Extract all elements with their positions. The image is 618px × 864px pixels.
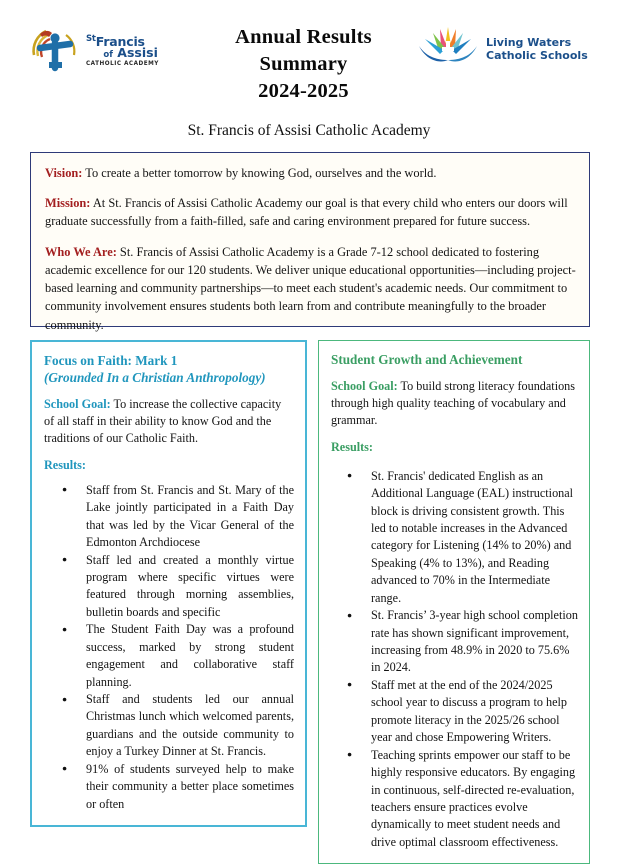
title-line-3: 2024-2025 <box>258 80 349 103</box>
list-item: ● Teaching sprints empower our staff to be highly responsive educators. By engaging in continuous, self-directed re-evaluation, teachers ensure practices evolve dynamically to meet student needs and drive optimal classroom effectiveness. <box>355 747 578 852</box>
right-school-goal-text: To build strong literacy foundations through high quality teaching of vocabulary and grammar. <box>331 379 576 427</box>
living-waters-logo-text <box>486 37 588 63</box>
st-francis-logo-text <box>86 34 159 68</box>
logo-line1-small: St <box>86 33 96 44</box>
st-francis-emblem-icon <box>30 22 82 79</box>
lw-line-1: Living Waters <box>486 35 572 49</box>
who-we-are-text: St. Francis of Assisi Catholic Academy is a Grade 7-12 school dedicated to fostering academic excellence for our 120 students. We deliver unique educational opportunities—including project-based learning and community partnerships—to meet each student's academic needs. Our commitment to community involvement ensures students both learn from and contribute meaningfully to the broader community. <box>45 244 576 332</box>
mission-label: Mission: <box>45 196 91 211</box>
st-francis-logo <box>30 14 190 79</box>
list-item: ● Staff led and created a monthly virtue program where specific virtues were featured through morning assemblies, bulletin boards and specific <box>70 552 294 622</box>
right-school-goal <box>331 378 578 428</box>
logo-line2-small: of <box>103 50 113 61</box>
vision-text: To create a better tomorrow by knowing God, ourselves and the world. <box>82 166 437 180</box>
document-title <box>190 14 417 105</box>
right-results-list <box>331 468 578 852</box>
left-school-goal-label: School Goal: <box>44 397 111 412</box>
left-school-goal-text: To increase the collective capacity of all staff in their ability to know God and the traditions of our Catholic Faith. <box>44 397 282 445</box>
list-item: ● The Student Faith Day was a profound success, marked by strong student engagement and collaborative staff planning. <box>70 621 294 691</box>
vision-label: Vision: <box>45 166 83 180</box>
living-waters-emblem-icon <box>417 24 479 75</box>
page-header <box>0 0 618 103</box>
panels-row <box>30 340 590 864</box>
focus-on-faith-panel <box>30 340 307 827</box>
list-item: ● Staff met at the end of the 2024/2025 school year to discuss a program to help promote literacy in the 2025/26 school year and chose Empowering Writers. <box>355 677 578 747</box>
vision-paragraph <box>45 164 576 182</box>
logo-line3: CATHOLIC ACADEMY <box>86 61 159 68</box>
left-school-goal <box>44 396 294 446</box>
focus-on-faith-title: Focus on Faith: Mark 1 <box>44 353 178 368</box>
title-line-2: Summary <box>259 53 348 76</box>
list-item: ● St. Francis' dedicated English as an Additional Language (EAL) instructional block is driving consistent growth. This led to notable increases in the Advanced category for Listening (14% to 20%) and Speaking (4% to 13%), and Reading advanced to 70% in the Intermediate range. <box>355 468 578 608</box>
logo-line1-big: Francis <box>95 33 145 49</box>
right-school-goal-label: School Goal: <box>331 379 398 394</box>
list-item: ● Staff from St. Francis and St. Mary of the Lake jointly participated in a Faith Day that was led by the Vicar General of the Edmonton Archdiocese <box>70 482 294 552</box>
list-item: ● 91% of students surveyed help to make their community a better place sometimes or often <box>70 761 294 813</box>
who-we-are-label: Who We Are: <box>45 244 117 259</box>
right-results-label: Results: <box>331 439 373 454</box>
school-name: St. Francis of Assisi Catholic Academy <box>187 122 431 139</box>
student-growth-title: Student Growth and Achievement <box>331 352 523 367</box>
list-item: ● Staff and students led our annual Christmas lunch which welcomed parents, guardians and the outside community to enjoy a Turkey Dinner at St. Francis. <box>70 691 294 761</box>
left-results-label: Results: <box>44 457 86 472</box>
mission-paragraph <box>45 194 576 230</box>
list-item: ● St. Francis’ 3-year high school completion rate has shown significant improvement, increasing from 48.9% in 2020 to 75.6% in 2024. <box>355 607 578 677</box>
title-line-1: Annual Results <box>235 26 372 48</box>
lw-line-2: Catholic Schools <box>486 48 588 62</box>
student-growth-panel <box>318 340 590 864</box>
left-results-list <box>44 482 294 813</box>
logo-line2-big: Assisi <box>117 45 158 61</box>
who-we-are-paragraph <box>45 243 576 334</box>
focus-on-faith-subtitle: (Grounded In a Christian Anthropology) <box>44 370 266 386</box>
living-waters-logo <box>417 14 592 75</box>
vision-mission-box <box>30 152 590 332</box>
mission-text: At St. Francis of Assisi Catholic Academy our goal is that every child who enters our doors will graduate successfully from a faith-filled, safe and caring environment prepared for future success. <box>45 196 568 229</box>
